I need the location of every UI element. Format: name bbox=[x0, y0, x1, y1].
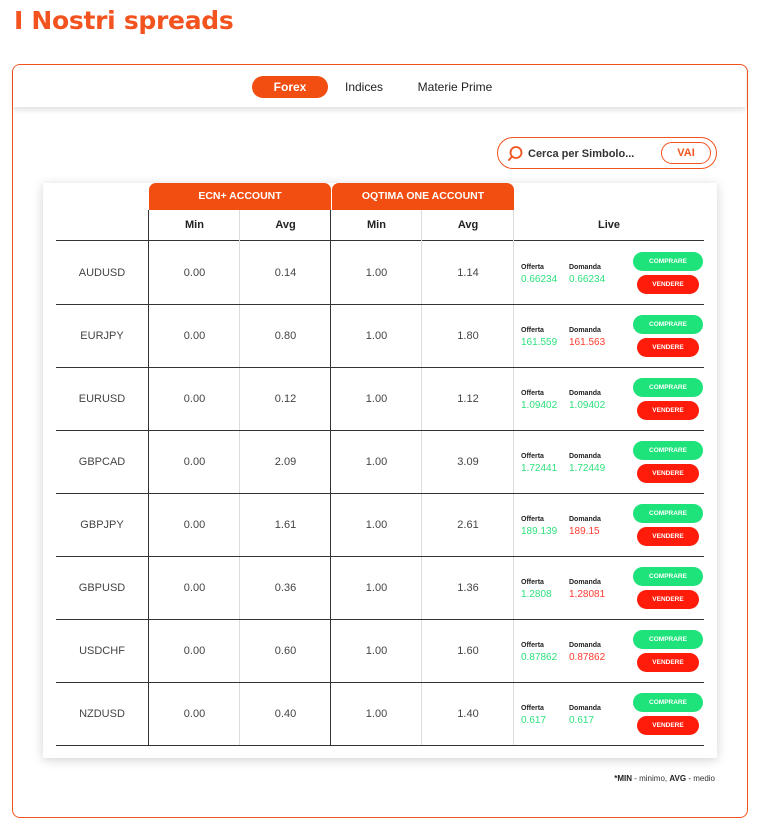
ecn-avg-cell: 1.61 bbox=[274, 519, 297, 531]
footnote-avg-text: - medio bbox=[686, 774, 715, 783]
one-min-cell: 1.00 bbox=[365, 708, 388, 720]
ecn-avg-cell: 0.80 bbox=[274, 330, 297, 342]
ask-label: Domanda bbox=[569, 327, 601, 334]
ecn-min-cell: 0.00 bbox=[183, 582, 206, 594]
ecn-avg-cell: 0.12 bbox=[274, 393, 297, 405]
table-row bbox=[56, 620, 704, 683]
ask-label: Domanda bbox=[569, 579, 601, 586]
bid-price: 1.2808 bbox=[521, 589, 552, 600]
ask-label: Domanda bbox=[569, 390, 601, 397]
buy-button[interactable]: COMPRARE bbox=[633, 630, 703, 649]
one-min-cell: 1.00 bbox=[365, 645, 388, 657]
ecn-min-cell: 0.00 bbox=[183, 330, 206, 342]
ask-label: Domanda bbox=[569, 264, 601, 271]
sell-button[interactable]: VENDERE bbox=[637, 590, 699, 609]
one-min-cell: 1.00 bbox=[365, 456, 388, 468]
buy-button[interactable]: COMPRARE bbox=[633, 378, 703, 397]
sell-button[interactable]: VENDERE bbox=[637, 527, 699, 546]
one-min-cell: 1.00 bbox=[365, 393, 388, 405]
sell-button[interactable]: VENDERE bbox=[637, 716, 699, 735]
bid-price: 0.66234 bbox=[521, 274, 558, 285]
ask-price: 189.15 bbox=[569, 526, 600, 537]
ask-price: 0.87862 bbox=[569, 652, 606, 663]
ask-price: 1.28081 bbox=[569, 589, 606, 600]
symbol-cell: NZDUSD bbox=[79, 708, 125, 720]
search-icon bbox=[508, 145, 526, 163]
symbol-search bbox=[497, 137, 717, 169]
sell-button[interactable]: VENDERE bbox=[637, 338, 699, 357]
bid-label: Offerta bbox=[521, 705, 544, 712]
one-min-cell: 1.00 bbox=[365, 519, 388, 531]
buy-button[interactable]: COMPRARE bbox=[633, 441, 703, 460]
bid-price: 1.09402 bbox=[521, 400, 558, 411]
one-avg-cell: 3.09 bbox=[457, 456, 479, 468]
col-ecn-min: Min bbox=[185, 219, 204, 231]
table-row bbox=[56, 242, 704, 305]
spreads-panel bbox=[12, 64, 748, 818]
symbol-cell: USDCHF bbox=[79, 645, 125, 657]
table-header bbox=[56, 210, 704, 241]
bid-label: Offerta bbox=[521, 516, 544, 523]
bid-label: Offerta bbox=[521, 327, 544, 334]
one-min-cell: 1.00 bbox=[365, 330, 388, 342]
symbol-cell: AUDUSD bbox=[78, 267, 126, 279]
ecn-avg-cell: 0.36 bbox=[274, 582, 297, 594]
sell-button[interactable]: VENDERE bbox=[637, 653, 699, 672]
ask-price: 1.09402 bbox=[569, 400, 606, 411]
ecn-account-header: ECN+ ACCOUNT bbox=[149, 183, 331, 210]
symbol-cell: GBPCAD bbox=[78, 456, 126, 468]
footnote-min-text: - minimo, bbox=[632, 774, 670, 783]
ecn-min-cell: 0.00 bbox=[183, 393, 206, 405]
symbol-cell: EURUSD bbox=[78, 393, 126, 405]
category-tabs bbox=[13, 65, 746, 107]
symbol-cell: GBPUSD bbox=[78, 582, 126, 594]
bid-label: Offerta bbox=[521, 390, 544, 397]
ecn-min-cell: 0.00 bbox=[183, 456, 206, 468]
buy-button[interactable]: COMPRARE bbox=[633, 252, 703, 271]
symbol-cell: EURJPY bbox=[80, 330, 124, 342]
bid-price: 0.617 bbox=[521, 715, 547, 726]
tab-indices[interactable]: Indices bbox=[344, 80, 384, 94]
one-avg-cell: 2.61 bbox=[457, 519, 479, 531]
footnote-avg-key: AVG bbox=[669, 774, 687, 783]
buy-button[interactable]: COMPRARE bbox=[633, 693, 703, 712]
ask-label: Domanda bbox=[569, 516, 601, 523]
one-avg-cell: 1.40 bbox=[457, 708, 479, 720]
bid-price: 161.559 bbox=[521, 337, 558, 348]
bid-price: 1.72441 bbox=[521, 463, 558, 474]
spreads-card bbox=[43, 183, 717, 758]
one-min-cell: 1.00 bbox=[365, 582, 388, 594]
ecn-min-cell: 0.00 bbox=[183, 519, 206, 531]
oqtima-one-account-header: OQTIMA ONE ACCOUNT bbox=[332, 183, 514, 210]
ecn-avg-cell: 2.09 bbox=[274, 456, 297, 468]
one-avg-cell: 1.14 bbox=[457, 267, 479, 279]
table-row bbox=[56, 305, 704, 368]
col-one-min: Min bbox=[367, 219, 386, 231]
ask-label: Domanda bbox=[569, 642, 601, 649]
ecn-min-cell: 0.00 bbox=[183, 645, 206, 657]
ask-price: 1.72449 bbox=[569, 463, 606, 474]
ecn-min-cell: 0.00 bbox=[183, 267, 206, 279]
ask-price: 161.563 bbox=[569, 337, 606, 348]
bid-price: 0.87862 bbox=[521, 652, 558, 663]
col-live: Live bbox=[597, 219, 620, 231]
footnote bbox=[614, 774, 715, 783]
bid-label: Offerta bbox=[521, 264, 544, 271]
table-row bbox=[56, 494, 704, 557]
table-row bbox=[56, 431, 704, 494]
one-avg-cell: 1.80 bbox=[457, 330, 479, 342]
col-ecn-avg: Avg bbox=[275, 219, 296, 231]
table-row bbox=[56, 368, 704, 431]
one-avg-cell: 1.12 bbox=[457, 393, 479, 405]
col-one-avg: Avg bbox=[457, 219, 479, 231]
ask-price: 0.66234 bbox=[569, 274, 606, 285]
symbol-cell: GBPJPY bbox=[80, 519, 124, 531]
table-row bbox=[56, 557, 704, 620]
go-button[interactable]: VAI bbox=[661, 142, 711, 164]
ecn-min-cell: 0.00 bbox=[183, 708, 206, 720]
footnote-min-key: *MIN bbox=[614, 774, 632, 783]
page-title: I Nostri spreads bbox=[14, 6, 234, 35]
sell-button[interactable]: VENDERE bbox=[637, 464, 699, 483]
one-avg-cell: 1.36 bbox=[457, 582, 479, 594]
ecn-avg-cell: 0.60 bbox=[274, 645, 297, 657]
one-avg-cell: 1.60 bbox=[457, 645, 479, 657]
ask-price: 0.617 bbox=[569, 715, 595, 726]
sell-button[interactable]: VENDERE bbox=[637, 401, 699, 420]
tab-materie-prime[interactable]: Materie Prime bbox=[417, 80, 493, 94]
sell-button[interactable]: VENDERE bbox=[637, 275, 699, 294]
buy-button[interactable]: COMPRARE bbox=[633, 504, 703, 523]
ecn-avg-cell: 0.40 bbox=[274, 708, 297, 720]
bid-label: Offerta bbox=[521, 579, 544, 586]
bid-label: Offerta bbox=[521, 453, 544, 460]
buy-button[interactable]: COMPRARE bbox=[633, 315, 703, 334]
bid-label: Offerta bbox=[521, 642, 544, 649]
bid-price: 189.139 bbox=[521, 526, 558, 537]
search-input[interactable] bbox=[528, 146, 656, 162]
ask-label: Domanda bbox=[569, 705, 601, 712]
table-row bbox=[56, 683, 704, 746]
tab-forex[interactable]: Forex bbox=[252, 76, 328, 98]
buy-button[interactable]: COMPRARE bbox=[633, 567, 703, 586]
ask-label: Domanda bbox=[569, 453, 601, 460]
ecn-avg-cell: 0.14 bbox=[274, 267, 297, 279]
one-min-cell: 1.00 bbox=[365, 267, 388, 279]
